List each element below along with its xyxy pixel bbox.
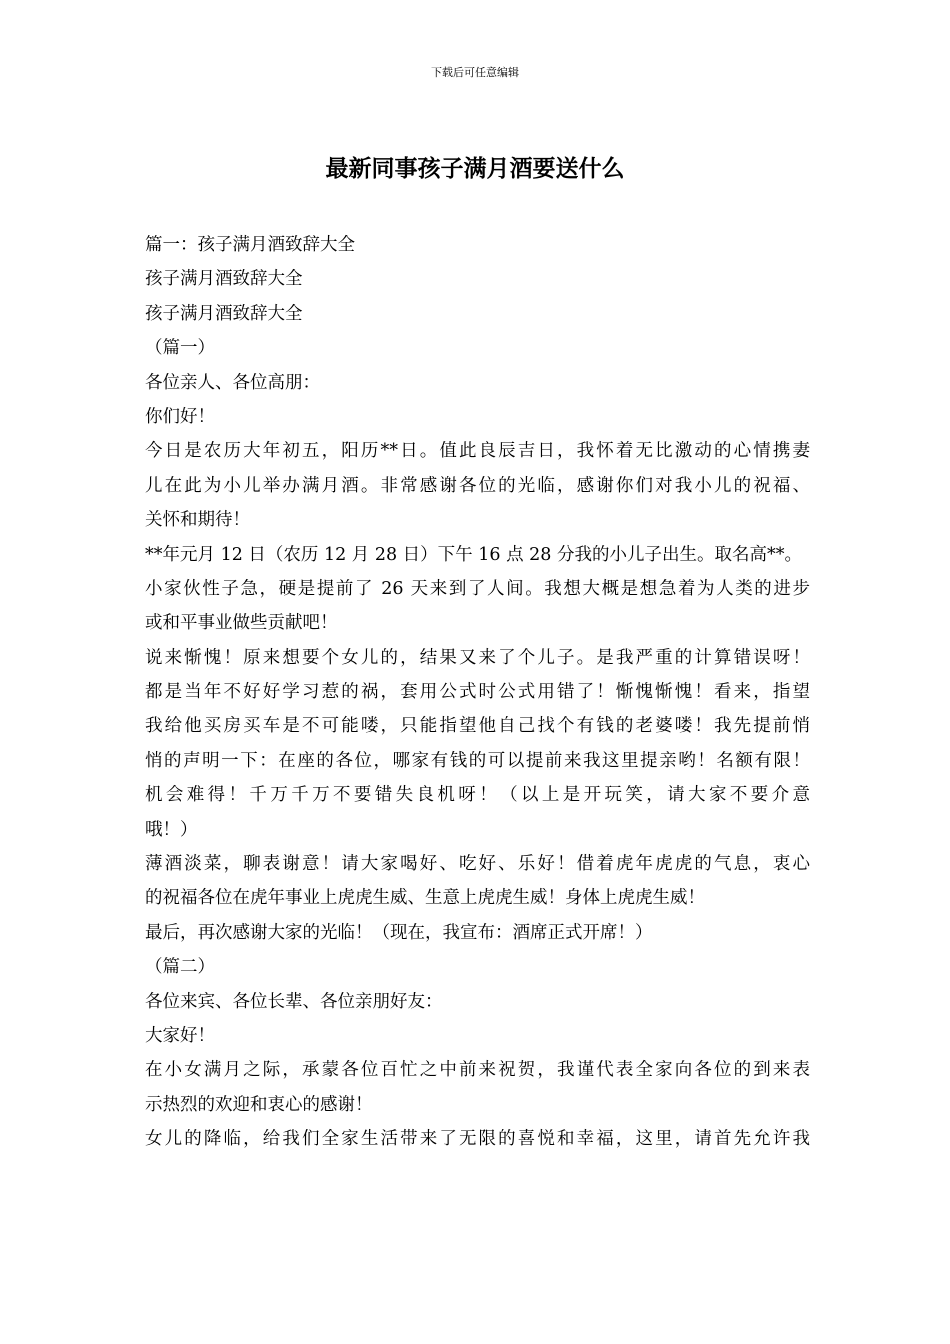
body-line: 说来惭愧！原来想要个女儿的，结果又来了个儿子。是我严重的计算错误呀！ <box>145 647 810 668</box>
body-line: 女儿的降临，给我们全家生活带来了无限的喜悦和幸福，这里，请首先允许我 <box>145 1129 810 1150</box>
body-line: 的祝福各位在虎年事业上虎虎生威、生意上虎虎生威！身体上虎虎生威！ <box>145 888 705 909</box>
document-body <box>145 228 810 1157</box>
body-line: 各位来宾、各位长辈、各位亲朋好友： <box>145 991 443 1012</box>
body-line: 都是当年不好好学习惹的祸，套用公式时公式用错了！惭愧惭愧！看来，指望 <box>145 682 810 703</box>
body-line: 篇一：孩子满月酒致辞大全 <box>145 235 355 255</box>
body-line: 薄酒淡菜，聊表谢意！请大家喝好、吃好、乐好！借着虎年虎虎的气息，衷心 <box>145 854 810 875</box>
body-line: 儿在此为小儿举办满月酒。非常感谢各位的光临，感谢你们对我小儿的祝福、 <box>145 475 810 496</box>
body-line: （篇二） <box>145 957 215 978</box>
body-line: 在小女满月之际，承蒙各位百忙之中前来祝贺，我谨代表全家向各位的到来表 <box>145 1060 810 1081</box>
body-line: 今日是农历大年初五，阳历**日。值此良辰吉日，我怀着无比激动的心情携妻 <box>145 441 810 462</box>
body-line: 悄的声明一下：在座的各位，哪家有钱的可以提前来我这里提亲哟！名额有限！ <box>145 750 810 771</box>
body-line: 你们好！ <box>145 406 215 427</box>
body-line: 孩子满月酒致辞大全 <box>145 303 303 324</box>
body-line: 我给他买房买车是不可能喽，只能指望他自己找个有钱的老婆喽！我先提前悄 <box>145 716 810 737</box>
body-line: 各位亲人、各位高朋： <box>145 372 320 393</box>
body-line: 或和平事业做些贡献吧！ <box>145 613 338 634</box>
body-line: 哦！） <box>145 819 198 840</box>
body-line: 大家好！ <box>145 1025 215 1046</box>
body-line: 小家伙性子急，硬是提前了 26 天来到了人间。我想大概是想急着为人类的进步 <box>145 578 810 599</box>
document-title: 最新同事孩子满月酒要送什么 <box>325 155 625 182</box>
body-line: 最后，再次感谢大家的光临！（现在，我宣布：酒席正式开席！） <box>145 922 653 943</box>
body-line: 孩子满月酒致辞大全 <box>145 269 303 290</box>
body-line: 机会难得！千万千万不要错失良机呀！（以上是开玩笑，请大家不要介意 <box>145 785 810 806</box>
body-line: （篇一） <box>145 338 215 359</box>
body-line: **年元月 12 日（农历 12 月 28 日）下午 16 点 28 分我的小儿子出生。取名高**。 <box>145 544 802 565</box>
body-line: 示热烈的欢迎和衷心的感谢！ <box>145 1094 373 1115</box>
body-line: 关怀和期待！ <box>145 510 250 531</box>
page-header-note: 下载后可任意编辑 <box>431 66 519 79</box>
